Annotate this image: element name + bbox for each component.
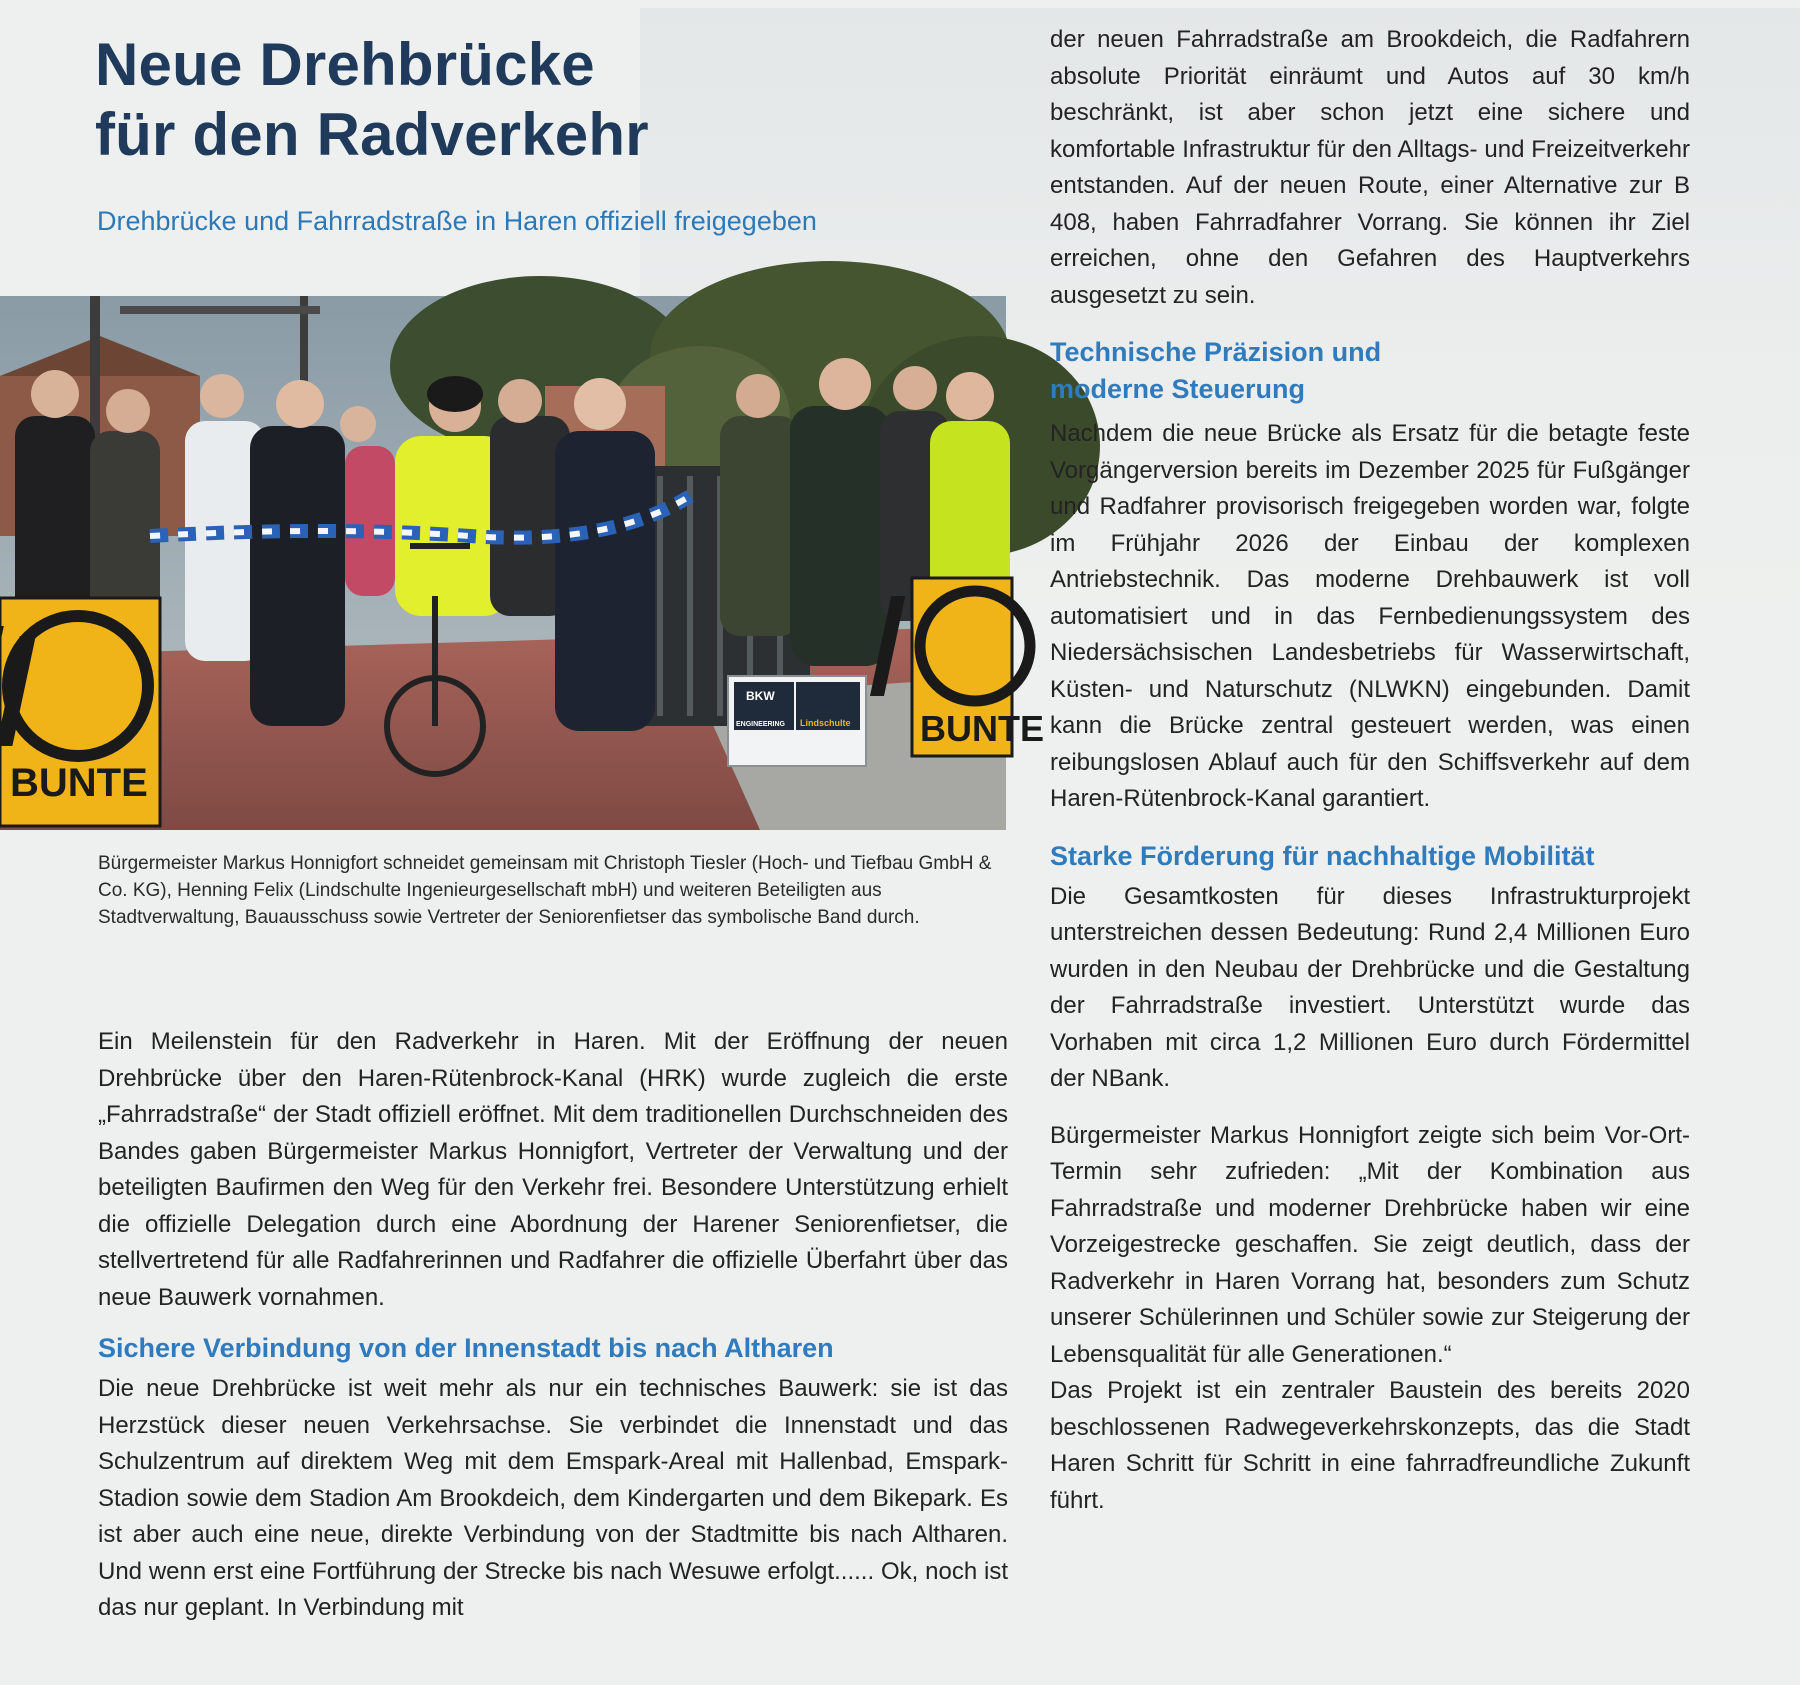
section-heading-technik-line1: Technische Präzision und (1050, 337, 1382, 367)
section-verbindung-continued: der neuen Fahrradstraße am Brookdeich, die Radfahrern absolute Priorität einräumt und Autos auf 30 km/h beschränkt, ist aber schon jetzt eine sichere und komfortable Infrastruktur für den Alltags- und Freizeitverkehr entstanden. Auf der neuen Route, einer Alternative zur B 408, haben Fahrradfahrer Vorrang. Sie können ihr Ziel erreichen, ohne den Gefahren des Hauptverkehrs ausgesetzt zu sein. (1050, 26, 1690, 309)
photo-caption: Bürgermeister Markus Honnigfort schneidet gemeinsam mit Christoph Tiesler (Hoch- und Tiefbau GmbH & Co. KG), Henning Felix (Lindschulte Ingenieurgesellschaft mbH) und weiteren Beteiligten aus Stadtverwaltung, Bauausschuss sowie Vertreter der Seniorenfietser das symbolische Band durch. (98, 853, 992, 928)
headline-line-2: für den Radverkehr (95, 101, 649, 168)
bkw-board-line3: Lindschulte (800, 718, 851, 728)
section-verbindung-text: Die neue Drehbrücke ist weit mehr als nur ein technisches Bauwerk: sie ist das Herzstück dieser neuen Verkehrsachse. Sie verbindet die Innenstadt und das Schulzentrum auf direktem Weg mit dem Emspark-Areal mit Hallenbad, Emspark-Stadion sowie dem Stadion Am Brookdeich, dem Kindergarten und dem Bikepark. Es ist aber auch eine neue, direkte Verbindung von der Stadtmitte bis nach Altharen. Und wenn erst eine Fortführung der Strecke bis nach Wesuwe erfolgt...... Ok, noch ist das nur geplant. In Verbindung mit (98, 1375, 1008, 1621)
closing-paragraph: Das Projekt ist ein zentraler Baustein des bereits 2020 beschlossenen Radwegeverkehrskonzepts, das die Stadt Haren Schritt für Schritt in eine fahrradfreundliche Zukunft führt. (1050, 1377, 1690, 1514)
section-heading-verbindung: Sichere Verbindung von der Innenstadt bis nach Altharen (98, 1333, 834, 1363)
section-heading-technik-line2: moderne Steuerung (1050, 374, 1306, 404)
bunte-sign-right-text: BUNTE (920, 708, 1044, 749)
intro-paragraph: Ein Meilenstein für den Radverkehr in Haren. Mit der Eröffnung der neuen Drehbrücke über den Haren-Rütenbrock-Kanal (HRK) wurde zugleich die erste „Fahrradstraße“ der Stadt offiziell eröffnet. Mit dem traditionellen Durchschneiden des Bandes gaben Bürgermeister Markus Honnigfort, Vertreter der Verwaltung und der beteiligten Baufirmen den Weg für den Verkehr frei. Besondere Unterstützung erhielt die offizielle Delegation durch eine Abordnung der Harener Seniorenfietser, die stellvertretend für alle Radfahrerinnen und Radfahrer die offizielle Überfahrt über das neue Bauwerk vornahmen. (98, 1028, 1008, 1311)
headline-line-1: Neue Drehbrücke (95, 31, 595, 98)
column-right (1050, 22, 1690, 1519)
article-subheadline: Drehbrücke und Fahrradstraße in Haren offiziell freigegeben (97, 206, 817, 236)
section-heading-foerderung: Starke Förderung für nachhaltige Mobilität (1050, 840, 1595, 871)
bunte-sign-left-text: BUNTE (10, 761, 148, 805)
mayor-quote-paragraph: Bürgermeister Markus Honnigfort zeigte sich beim Vor-Ort-Termin sehr zufrieden: „Mit der Kombination aus Fahrradstraße und moderner Drehbrücke haben wir eine Vorzeigestrecke geschaffen. Sie zeigt deutlich, dass der Radverkehr in Haren Vorrang hat, besonders zum Schutz unserer Schülerinnen und Schüler sowie zur Steigerung der Lebensqualität für alle Generationen.“ (1050, 1121, 1690, 1368)
article-headline (95, 30, 649, 170)
bkw-board-line1: BKW (746, 689, 775, 703)
column-left (98, 1024, 1008, 1627)
section-technik-text: Nachdem die neue Brücke als Ersatz für die betagte feste Vorgängerversion bereits im Dezember 2025 für Fußgänger und Radfahrer provisorisch freigegeben worden war, folgte im Frühjahr 2026 der Einbau der komplexen Antriebstechnik. Das moderne Drehbauwerk ist voll automatisiert und in das Fernbedienungssystem des Niedersächsischen Landesbetriebs für Wasserwirtschaft, Küsten- und Naturschutz (NLWKN) eingebunden. Damit kann die Brücke zentral gesteuert werden, was einen reibungslosen Ablauf auch für den Schiffsverkehr auf dem Haren-Rütenbrock-Kanal garantiert. (1050, 420, 1690, 812)
bkw-board-line2: ENGINEERING (736, 721, 786, 728)
section-foerderung-text: Die Gesamtkosten für dieses Infrastrukturprojekt unterstreichen dessen Bedeutung: Rund 2,4 Millionen Euro wurden in den Neubau der Drehbrücke und die Gestaltung der Fahrradstraße investiert. Unterstützt wurde das Vorhaben mit circa 1,2 Millionen Euro durch Fördermittel der NBank. (1050, 882, 1690, 1092)
bunte-sign-left (0, 598, 160, 826)
section-heading-technik (1050, 334, 1690, 408)
ribbon-cutting-photo (0, 296, 1044, 830)
